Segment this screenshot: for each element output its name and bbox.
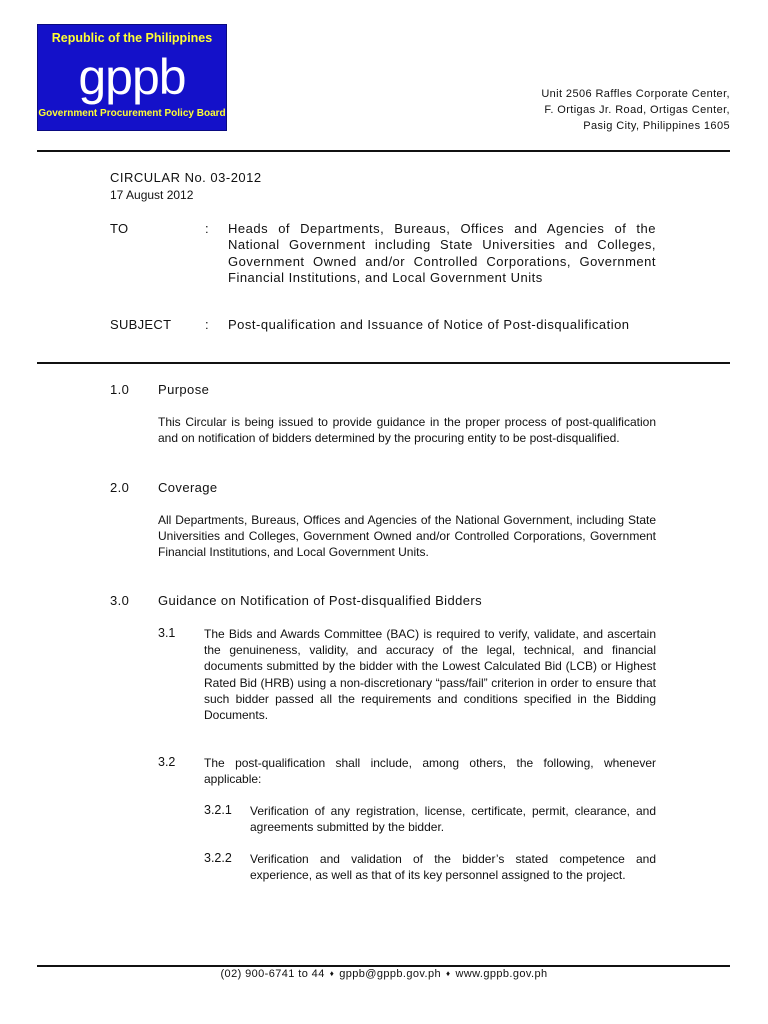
subsection-text-3-2-1: Verification of any registration, license, certificate, permit, clearance, and agreements submitted by the bidder. — [250, 804, 656, 835]
header-divider — [37, 150, 730, 152]
gppb-logo — [37, 24, 227, 131]
subject-text: Post-qualification and Issuance of Notice of Post-disqualification — [228, 317, 630, 332]
subject-colon: : — [205, 317, 209, 332]
subsection-number-3-2-1: 3.2.1 — [204, 803, 232, 817]
subject-label: SUBJECT — [110, 317, 172, 332]
section-number-guidance: 3.0 — [110, 593, 130, 608]
footer-separator-icon: ♦ — [445, 969, 451, 978]
footer-separator-icon: ♦ — [329, 969, 335, 978]
footer-phone: (02) 900-6741 to 44 — [220, 968, 325, 980]
to-label: TO — [110, 221, 129, 236]
footer-divider — [37, 965, 730, 967]
purpose-text: This Circular is being issued to provide guidance in the proper process of post-qualification and on notification of bidders determined by the procuring entity to be post-disqualified. — [158, 415, 656, 446]
footer-email[interactable]: gppb@gppb.gov.ph — [339, 968, 441, 980]
circular-number: CIRCULAR No. 03-2012 — [110, 170, 262, 185]
logo-agency-text: Government Procurement Policy Board — [38, 108, 226, 119]
logo-mark: gppb — [78, 49, 186, 105]
section-number-coverage: 2.0 — [110, 480, 130, 495]
subject-divider — [37, 362, 730, 364]
subsection-text-3-1: The Bids and Awards Committee (BAC) is required to verify, validate, and ascertain the genuineness, validity, and accuracy of the legal, technical, and financial documents submitted by the bidder with the Lowest Calculated Bid (LCB) or Highest Rated Bid (HRB) using a non-discretionary “pass/fail” criterion in order to ensure that such bidder passed all the requirements and conditions specified in the Bidding Documents. — [204, 627, 656, 723]
to-recipients: Heads of Departments, Bureaus, Offices and Agencies of the National Government including State Universities and Colleges, Government Owned and/or Controlled Corporations, Government Financial Institutions, and Local Government Units — [228, 221, 656, 285]
section-number-purpose: 1.0 — [110, 382, 130, 397]
office-address — [541, 86, 730, 134]
subsection-number-3-2: 3.2 — [158, 755, 176, 769]
subsection-text-3-2: The post-qualification shall include, among others, the following, whenever applicable: — [204, 756, 656, 787]
to-colon: : — [205, 221, 209, 236]
footer-website[interactable]: www.gppb.gov.ph — [455, 968, 548, 980]
footer-contact — [0, 968, 768, 980]
section-title-purpose: Purpose — [158, 382, 210, 397]
logo-country-text: Republic of the Philippines — [51, 31, 213, 45]
section-title-coverage: Coverage — [158, 480, 218, 495]
circular-date: 17 August 2012 — [110, 188, 194, 202]
coverage-text: All Departments, Bureaus, Offices and Agencies of the National Government, including State Universities and Colleges, Government Owned and/or Controlled Corporations, Government Financial Institutions, and Local Government Units. — [158, 513, 656, 560]
address-line-3: Pasig City, Philippines 1605 — [583, 120, 730, 132]
subsection-text-3-2-2: Verification and validation of the bidder’s stated competence and experience, as well as that of its key personnel assigned to the project. — [250, 852, 656, 883]
subsection-number-3-2-2: 3.2.2 — [204, 851, 232, 865]
subsection-number-3-1: 3.1 — [158, 626, 176, 640]
address-line-1: Unit 2506 Raffles Corporate Center, — [541, 88, 730, 100]
address-line-2: F. Ortigas Jr. Road, Ortigas Center, — [544, 104, 730, 116]
section-title-guidance: Guidance on Notification of Post-disqualified Bidders — [158, 593, 482, 608]
